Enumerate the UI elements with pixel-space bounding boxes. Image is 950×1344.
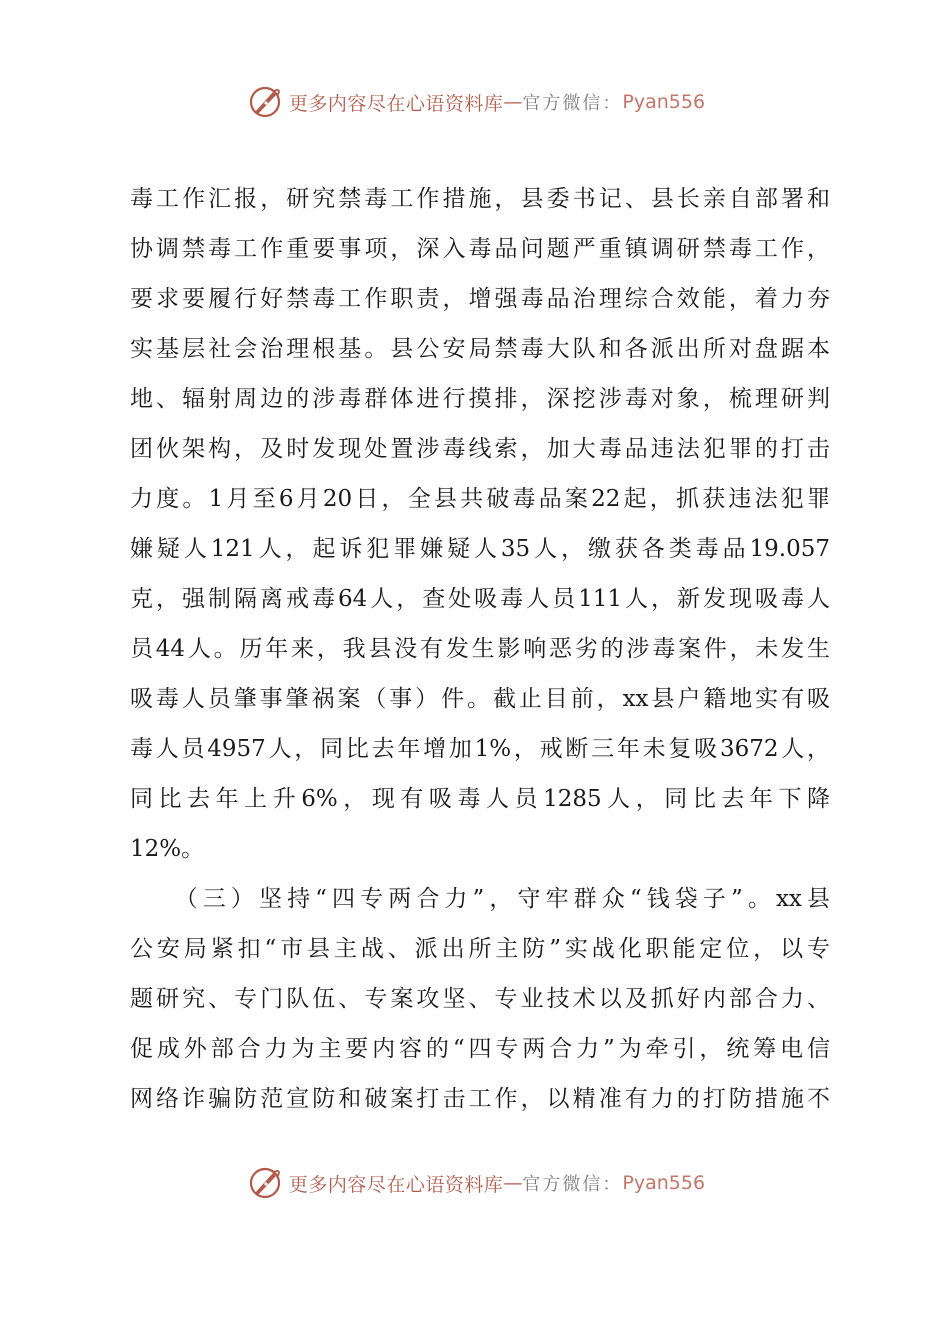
- text-line: 网络诈骗防范宣防和破案打击工作，以精准有力的打防措施不: [130, 1086, 830, 1112]
- text-line: 吸毒人员肇事肇祸案（事）件。截止目前，xx县户籍地实有吸: [130, 686, 830, 712]
- quill-pen-logo-icon: [245, 82, 285, 122]
- text-line-section-heading: （三）坚持“四专两合力”，守牢群众“钱袋子”。xx县: [130, 886, 830, 912]
- text-line: 协调禁毒工作重要事项，深入毒品问题严重镇调研禁毒工作，: [130, 236, 830, 262]
- banner-slogan: 更多内容尽在心语资料库: [288, 92, 504, 115]
- wechat-label: 官方微信：: [522, 93, 623, 114]
- text-line: 团伙架构，及时发现处置涉毒线索，加大毒品违法犯罪的打击: [130, 436, 830, 462]
- wechat-id: Pyan556: [622, 1172, 706, 1194]
- banner-separator: —: [503, 91, 523, 113]
- banner-slogan: 更多内容尽在心语资料库: [288, 1173, 504, 1196]
- footer-watermark-banner: [0, 1161, 950, 1205]
- text-line: 力度。1月至6月20日，全县共破毒品案22起，抓获违法犯罪: [130, 486, 830, 512]
- header-watermark-banner: [0, 80, 950, 124]
- text-line: 题研究、专门队伍、专案攻坚、专业技术以及抓好内部合力、: [130, 986, 830, 1012]
- text-line: 员44人。历年来，我县没有发生影响恶劣的涉毒案件，未发生: [130, 636, 830, 662]
- text-line: 同比去年上升6%，现有吸毒人员1285人，同比去年下降: [130, 786, 830, 812]
- text-line: 地、辐射周边的涉毒群体进行摸排，深挖涉毒对象，梳理研判: [130, 386, 830, 412]
- text-line: 实基层社会治理根基。县公安局禁毒大队和各派出所对盘踞本: [130, 336, 830, 362]
- document-body: [130, 174, 830, 1124]
- text-line: 公安局紧扣“市县主战、派出所主防”实战化职能定位，以专: [130, 936, 830, 962]
- text-line: 嫌疑人121人，起诉犯罪嫌疑人35人，缴获各类毒品19.057: [130, 536, 830, 562]
- wechat-label: 官方微信：: [522, 1174, 623, 1195]
- text-line: 要求要履行好禁毒工作职责，增强毒品治理综合效能，着力夯: [130, 286, 830, 312]
- text-line: 毒人员4957人，同比去年增加1%，戒断三年未复吸3672人，: [130, 736, 830, 762]
- banner-separator: —: [503, 1172, 523, 1194]
- quill-pen-logo-icon: [245, 1163, 285, 1203]
- text-line: 毒工作汇报，研究禁毒工作措施，县委书记、县长亲自部署和: [130, 186, 830, 212]
- text-line: 促成外部合力为主要内容的“四专两合力”为牵引，统筹电信: [130, 1036, 830, 1062]
- text-line-paragraph-end: 12%。: [130, 836, 205, 862]
- text-line: 克，强制隔离戒毒64人，查处吸毒人员111人，新发现吸毒人: [130, 586, 830, 612]
- wechat-id: Pyan556: [622, 91, 706, 113]
